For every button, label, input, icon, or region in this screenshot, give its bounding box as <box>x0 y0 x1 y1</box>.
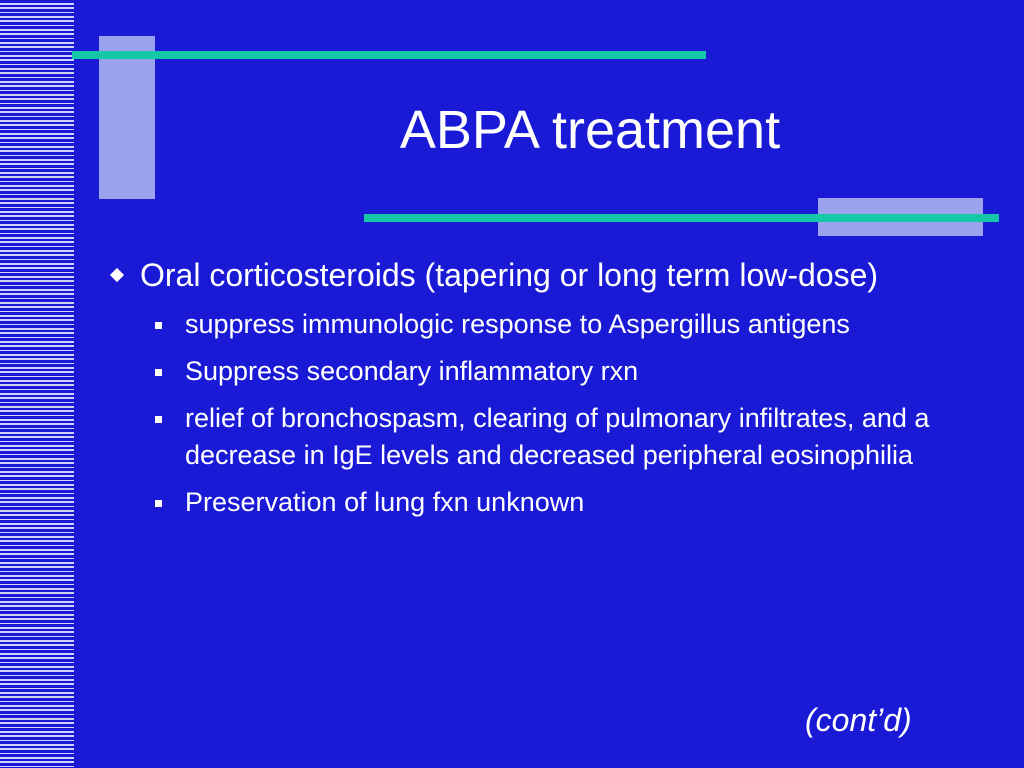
slide-title: ABPA treatment <box>399 100 781 160</box>
sub-bullet-text: Preservation of lung fxn unknown <box>185 487 585 517</box>
square-bullet-icon <box>155 369 162 376</box>
decorative-block-top <box>99 36 155 199</box>
diamond-bullet-icon <box>110 268 124 282</box>
main-bullet-text: Oral corticosteroids (tapering or long term low-dose) <box>140 257 879 293</box>
sub-bullet-text: suppress immunologic response to Aspergillus antigens <box>185 309 850 339</box>
slide-content <box>100 256 980 531</box>
square-bullet-icon <box>155 500 162 507</box>
sub-bullet-item <box>100 484 980 521</box>
sub-bullet-list <box>100 306 980 521</box>
continued-note: (cont’d) <box>805 702 912 738</box>
decorative-line-right <box>364 214 999 222</box>
sub-bullet-item <box>100 306 980 343</box>
left-stripe-border <box>0 0 74 768</box>
sub-bullet-item <box>100 400 980 474</box>
sub-bullet-text: relief of bronchospasm, clearing of pulmonary infiltrates, and a decrease in IgE levels and decreased peripheral eosinophilia <box>185 403 930 470</box>
square-bullet-icon <box>155 322 162 329</box>
sub-bullet-text: Suppress secondary inflammatory rxn <box>185 356 639 386</box>
decorative-line-top <box>72 51 706 59</box>
sub-bullet-item <box>100 353 980 390</box>
square-bullet-icon <box>155 416 162 423</box>
main-bullet-item <box>100 256 980 294</box>
